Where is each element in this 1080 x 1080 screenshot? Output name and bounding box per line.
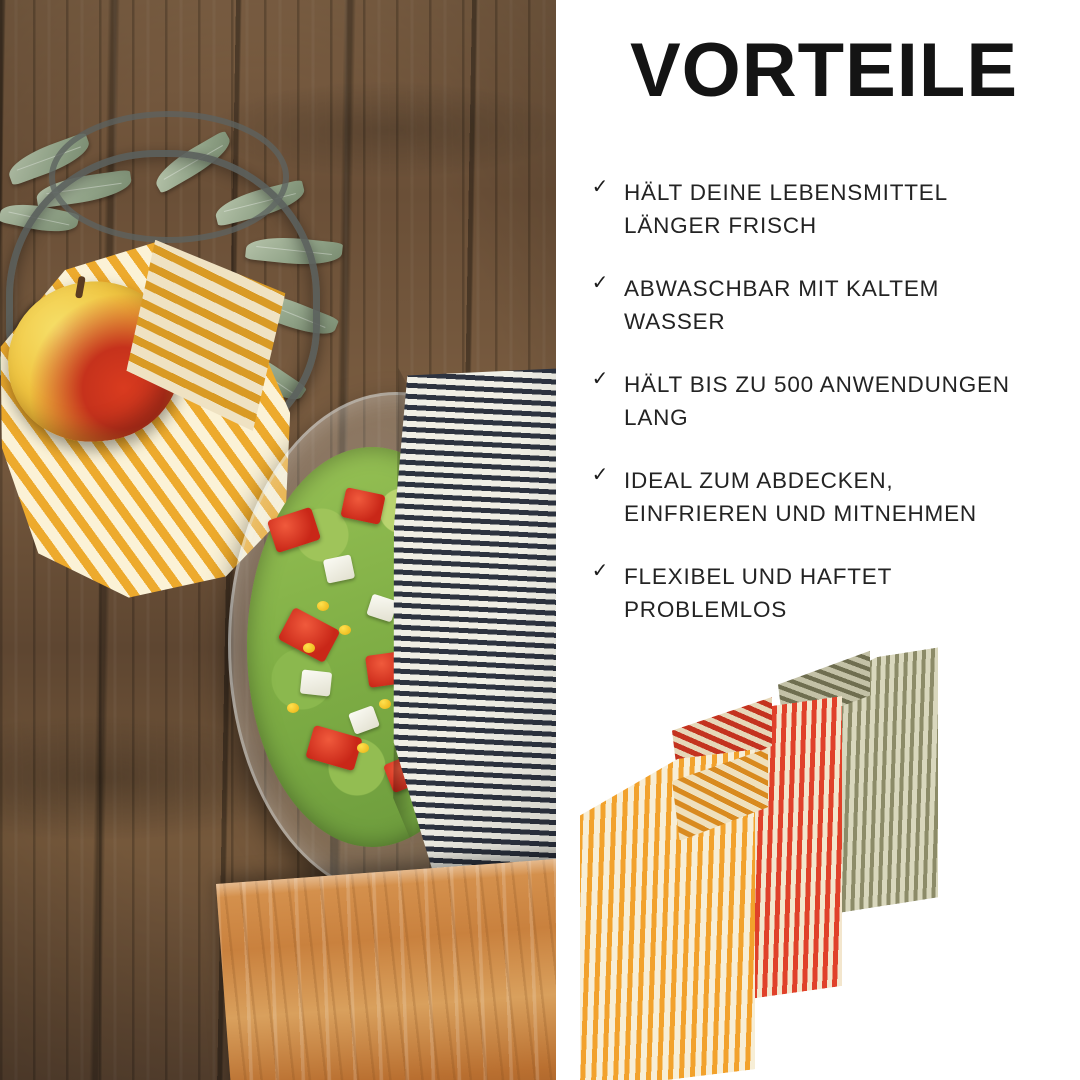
check-icon: ✓: [591, 272, 609, 294]
list-item: [590, 272, 1060, 338]
product-stack: [580, 650, 1080, 1080]
benefit-text: FLEXIBEL UND HAFTET PROBLEMLOS: [624, 564, 892, 622]
benefit-text: HÄLT DEINE LEBENSMITTEL LÄNGER FRISCH: [624, 180, 948, 238]
list-item: [590, 176, 1060, 242]
check-icon: ✓: [591, 368, 609, 390]
list-item: [590, 368, 1060, 434]
list-item: [590, 464, 1060, 530]
check-icon: ✓: [591, 560, 609, 582]
list-item: [590, 560, 1060, 626]
benefit-text: IDEAL ZUM ABDECKEN, EINFRIEREN UND MITNEHMEN: [624, 468, 977, 526]
check-icon: ✓: [591, 176, 609, 198]
benefits-list: [590, 176, 1060, 656]
benefit-text: ABWASCHBAR MIT KALTEM WASSER: [624, 276, 940, 334]
benefit-text: HÄLT BIS ZU 500 ANWENDUNGEN LANG: [624, 372, 1010, 430]
check-icon: ✓: [591, 464, 609, 486]
page-title: VORTEILE: [629, 28, 1019, 113]
